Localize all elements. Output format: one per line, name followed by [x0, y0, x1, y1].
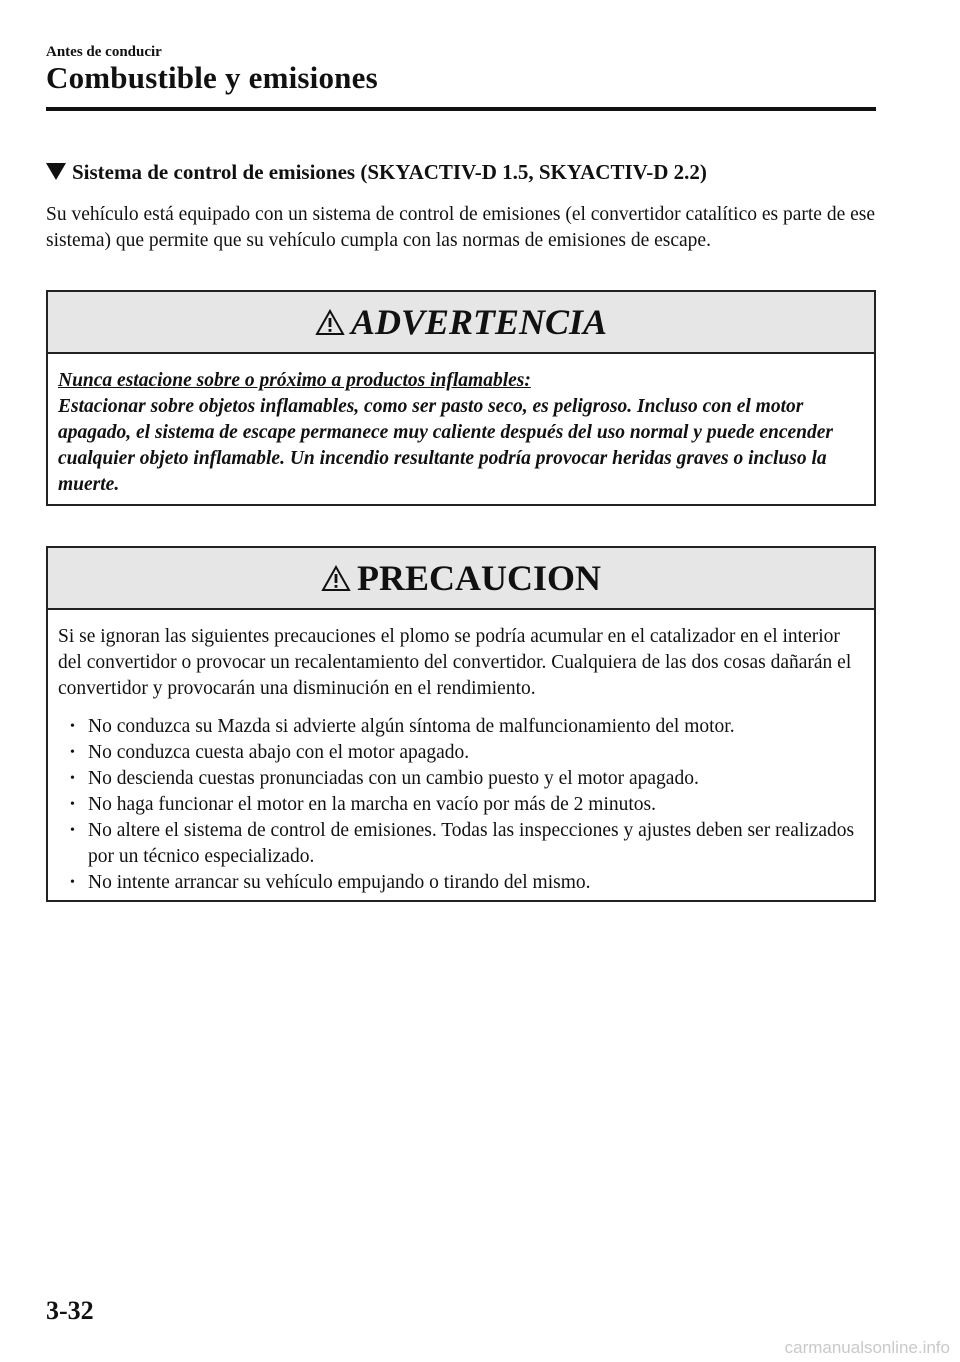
- warning-triangle-icon: [321, 565, 351, 592]
- header-rule: [46, 107, 876, 111]
- triangle-down-icon: [46, 163, 66, 180]
- watermark: carmanualsonline.info: [784, 1338, 950, 1357]
- caution-body: [48, 610, 874, 896]
- intro-paragraph: Su vehículo está equipado con un sistema de control de emisiones (el convertidor catalítico es parte de ese sistema) que permite que su vehículo cumpla con las normas de emisiones de escape.: [46, 204, 876, 251]
- list-item: • No descienda cuestas pronunciadas con un cambio puesto y el motor apagado.: [58, 766, 864, 792]
- list-item: • No conduzca cuesta abajo con el motor apagado.: [58, 740, 864, 766]
- page-title: Combustible y emisiones: [46, 60, 378, 95]
- list-item: • No haga funcionar el motor en la marcha en vacío por más de 2 minutos.: [58, 792, 864, 818]
- list-item: • No conduzca su Mazda si advierte algún síntoma de malfuncionamiento del motor.: [58, 714, 864, 740]
- caution-list: [58, 714, 864, 896]
- warning-text: Estacionar sobre objetos inflamables, como ser pasto seco, es peligroso. Incluso con el motor apagado, el sistema de escape permanece muy caliente después del uso normal y puede encender cualquier objeto inflamable. Un incendio resultante podría provocar heridas graves o incluso la muerte.: [58, 396, 834, 495]
- list-item: • No altere el sistema de control de emisiones. Todas las inspecciones y ajustes deben ser realizados por un técnico especializado.: [58, 818, 864, 870]
- caution-box: [46, 546, 876, 902]
- warning-header: [48, 292, 874, 354]
- page-number: 3-32: [46, 1296, 94, 1325]
- warning-box: [46, 290, 876, 506]
- caution-text: Si se ignoran las siguientes precauciones el plomo se podría acumular en el catalizador en el interior del convertidor o provocar un recalentamiento del convertidor. Cualquiera de las dos cosas dañarán el convertidor y provocarán una disminución en el rendimiento.: [58, 626, 852, 699]
- warning-triangle-icon: [315, 309, 345, 336]
- warning-label: ADVERTENCIA: [350, 302, 608, 342]
- warning-lead: Nunca estacione sobre o próximo a productos inflamables:: [58, 370, 531, 391]
- section-heading-text: Sistema de control de emisiones (SKYACTIV-D 1.5, SKYACTIV-D 2.2): [72, 160, 707, 184]
- list-item: • No intente arrancar su vehículo empujando o tirando del mismo.: [58, 870, 864, 896]
- caution-label: PRECAUCION: [356, 558, 601, 598]
- caution-header: [48, 548, 874, 610]
- section-heading: [46, 160, 707, 185]
- warning-body: [48, 354, 874, 498]
- header-section: Antes de conducir: [46, 44, 162, 60]
